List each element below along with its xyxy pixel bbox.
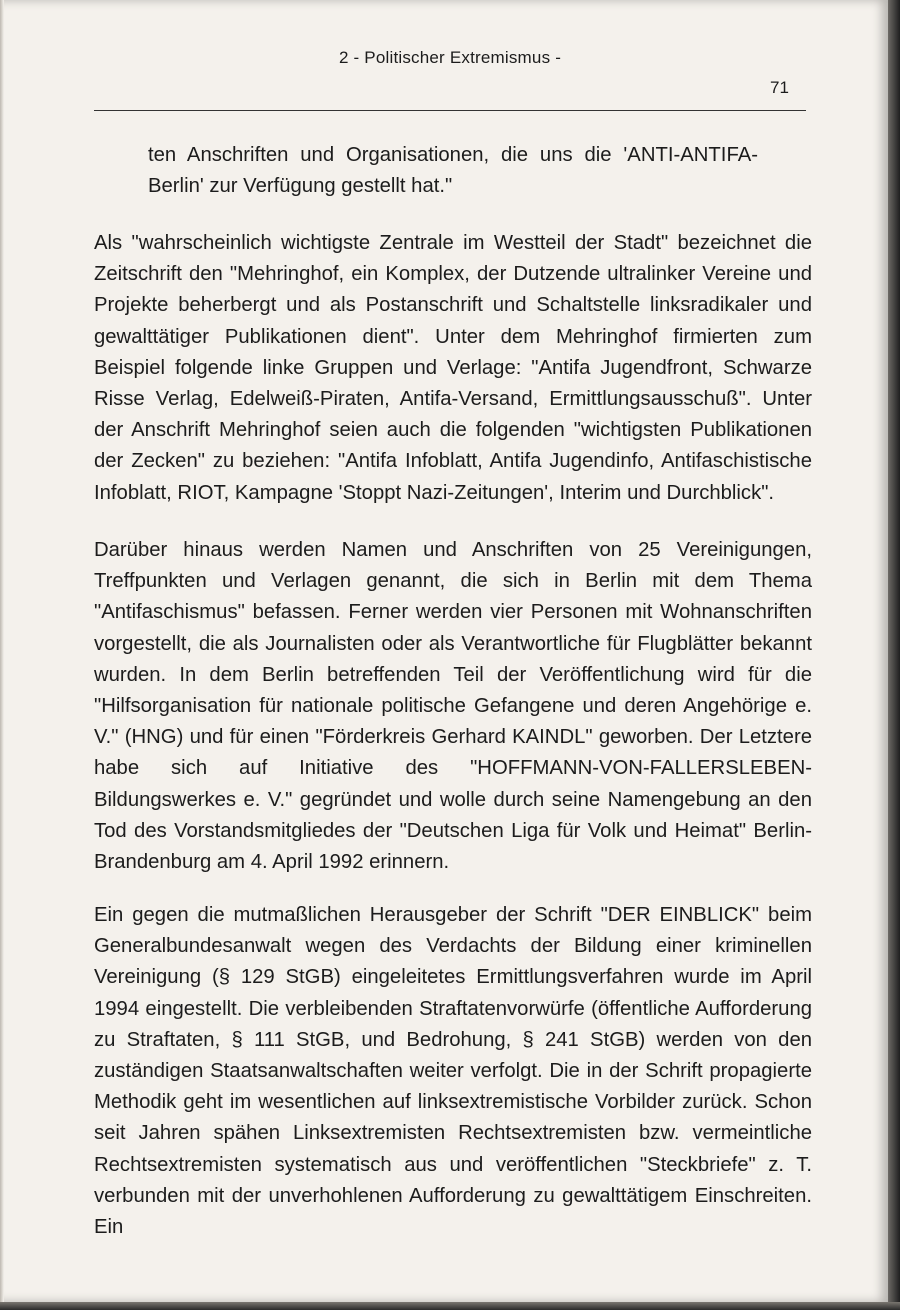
page-left-edge: [0, 0, 4, 1310]
page-bottom-edge: [0, 1302, 900, 1310]
header-rule: [94, 110, 806, 111]
paragraph-mehringhof: Als "wahrscheinlich wichtigste Zentrale im Westteil der Stadt" bezeichnet die Zeitschrift den "Mehringhof, ein Komplex, der Dutzende ultralinker Vereine und Projekte beherbergt und als Postanschrift und Schaltstelle linksradikaler und gewalttätiger Publikationen dient". Unter dem Mehringhof firmierten zum Beispiel folgende linke Gruppen und Verlage: "Antifa Jugendfront, Schwarze Risse Verlag, Edelweiß-Piraten, Antifa-Versand, Ermittlungsausschuß". Unter der Anschrift Mehringhof seien auch die folgenden "wichtigsten Publikationen der Zecken" zu beziehen: "Antifa Infoblatt, Antifa Jugendinfo, Antifaschistische Infoblatt, RIOT, Kampagne 'Stoppt Nazi-Zeitungen', Interim und Durchblick".: [94, 232, 812, 504]
page-number: 71: [770, 78, 789, 97]
paragraph-quote-end: ten Anschriften und Organisationen, die uns die 'ANTI-ANTIFA-Berlin' zur Verfügung gestellt hat.": [148, 144, 758, 198]
running-header: 2 - Politischer Extremismus -: [338, 48, 562, 67]
paragraph-vereinigungen: Darüber hinaus werden Namen und Anschriften von 25 Vereinigungen, Treffpunkten und Verlagen genannt, die sich in Berlin mit dem Thema "Antifaschismus" befassen. Ferner werden vier Personen mit Wohnanschriften vorgestellt, die als Journalisten oder als Verantwortliche für Flugblätter bekannt wurden. In dem Berlin betreffenden Teil der Veröffentlichung wird für die "Hilfsorganisation für nationale politische Gefangene und deren Angehörige e. V." (HNG) und für einen "Förderkreis Gerhard KAINDL" geworben. Der Letztere habe sich auf Initiative des "HOFFMANN-VON-FALLERSLEBEN-Bildungswerkes e. V." gegründet und wolle durch seine Namengebung an den Tod des Vorstandsmitgliedes der "Deutschen Liga für Volk und Heimat" Berlin-Brandenburg am 4. April 1992 erinnern.: [94, 539, 812, 874]
paragraph-ermittlungsverfahren: Ein gegen die mutmaßlichen Herausgeber der Schrift "DER EINBLICK" beim Generalbundesanwalt wegen des Verdachts der Bildung einer kriminellen Vereinigung (§ 129 StGB) eingeleitetes Ermittlungsverfahren wurde im April 1994 eingestellt. Die verbleibenden Straftatenvorwürfe (öffentliche Aufforderung zu Straftaten, § 111 StGB, und Bedrohung, § 241 StGB) werden von den zuständigen Staatsanwaltschaften weiter verfolgt. Die in der Schrift propagierte Methodik geht im wesentlichen auf linksextremistische Vorbilder zurück. Schon seit Jahren spähen Linksextremisten Rechtsextremisten bzw. vermeintliche Rechtsextremisten systematisch aus und veröffentlichen "Steckbriefe" z. T. verbunden mit der unverhohlenen Aufforderung zu gewalttätigem Einschreiten. Ein: [94, 904, 812, 1239]
page-right-edge: [888, 0, 900, 1310]
